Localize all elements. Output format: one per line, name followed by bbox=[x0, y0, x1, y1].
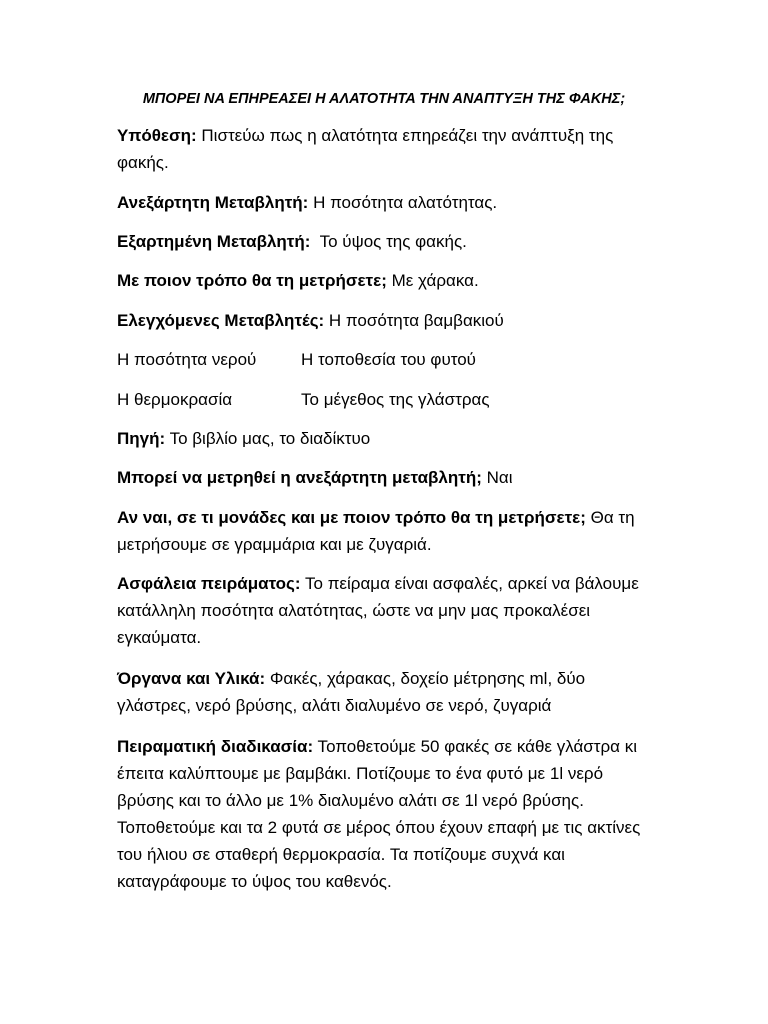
independent-variable-paragraph bbox=[117, 189, 662, 216]
materials-text: Φακές, χάρακας, δοχείο μέτρησης ml, δύο γλάστρες, νερό βρύσης, αλάτι διαλυμένο σε νερό, ζυγαριά bbox=[117, 669, 586, 715]
controlled-variables-label: Ελεγχόμενες Μεταβλητές: bbox=[117, 311, 325, 330]
dependent-variable-text: Το ύψος της φακής. bbox=[310, 232, 467, 251]
controlled-variable-item: Η τοποθεσία του φυτού bbox=[301, 350, 476, 369]
measurement-method-label: Με ποιον τρόπο θα τη μετρήσετε; bbox=[117, 271, 387, 290]
units-paragraph bbox=[117, 504, 662, 558]
independent-variable-text: Η ποσότητα αλατότητας. bbox=[308, 193, 498, 212]
document-title: ΜΠΟΡΕΙ ΝΑ ΕΠΗΡΕΑΣΕΙ Η ΑΛΑΤΟΤΗΤΑ ΤΗΝ ΑΝΑΠΤΥΞΗ ΤΗΣ ΦΑΚΗΣ; bbox=[142, 91, 626, 107]
controlled-variable-item: Η θερμοκρασία bbox=[117, 390, 233, 409]
controlled-variables-paragraph bbox=[117, 307, 662, 334]
dependent-variable-paragraph bbox=[117, 228, 662, 255]
source-label: Πηγή: bbox=[117, 429, 166, 448]
can-measure-paragraph bbox=[117, 464, 662, 491]
procedure-text: Τοποθετούμε 50 φακές σε κάθε γλάστρα κι έπειτα καλύπτουμε με βαμβάκι. Ποτίζουμε το ένα φυτό με 1l νερό βρύσης και το άλλο με 1% διαλυμένο αλάτι σε 1l νερό βρύσης. Τοποθετούμε και τα 2 φυτά σε μέρος όπου έχουν επαφή με τις ακτίνες του ήλιου σε σταθερή θερμοκρασία. Τα ποτίζουμε συχνά και καταγράφουμε το ύψος του καθενός. bbox=[117, 737, 641, 891]
controlled-variable-item: Το μέγεθος της γλάστρας bbox=[301, 390, 490, 409]
safety-paragraph bbox=[117, 570, 662, 651]
source-paragraph bbox=[117, 425, 662, 452]
controlled-variables-text: Η ποσότητα βαμβακιού bbox=[324, 311, 504, 330]
hypothesis-paragraph bbox=[117, 122, 662, 176]
independent-variable-label: Ανεξάρτητη Μεταβλητή: bbox=[117, 193, 309, 212]
safety-text: Το πείραμα είναι ασφαλές, αρκεί να βάλουμε κατάλληλη ποσότητα αλατότητας, ώστε να μην μας προκαλέσει εγκαύματα. bbox=[117, 574, 639, 647]
procedure-label: Πειραματική διαδικασία: bbox=[117, 737, 314, 756]
hypothesis-text: Πιστεύω πως η αλατότητα επηρεάζει την ανάπτυξη της φακής. bbox=[117, 126, 614, 172]
materials-paragraph bbox=[117, 665, 662, 719]
controlled-variables-row-1 bbox=[117, 346, 476, 373]
units-text: Θα τη μετρήσουμε σε γραμμάρια και με ζυγαριά. bbox=[117, 508, 635, 554]
source-text: Το βιβλίο μας, το διαδίκτυο bbox=[165, 429, 371, 448]
safety-label: Ασφάλεια πειράματος: bbox=[117, 574, 301, 593]
measurement-method-text: Με χάρακα. bbox=[386, 271, 479, 290]
hypothesis-label: Υπόθεση: bbox=[117, 126, 197, 145]
can-measure-label: Μπορεί να μετρηθεί η ανεξάρτητη μεταβλητή; bbox=[117, 468, 482, 487]
measurement-method-paragraph bbox=[117, 267, 662, 294]
procedure-paragraph bbox=[117, 733, 662, 895]
dependent-variable-label: Εξαρτημένη Μεταβλητή: bbox=[117, 232, 311, 251]
controlled-variable-item: Η ποσότητα νερού bbox=[117, 350, 257, 369]
controlled-variables-row-2 bbox=[117, 386, 490, 413]
materials-label: Όργανα και Υλικά: bbox=[117, 669, 266, 688]
units-label: Αν ναι, σε τι μονάδες και με ποιον τρόπο θα τη μετρήσετε; bbox=[117, 508, 586, 527]
can-measure-text: Ναι bbox=[481, 468, 513, 487]
